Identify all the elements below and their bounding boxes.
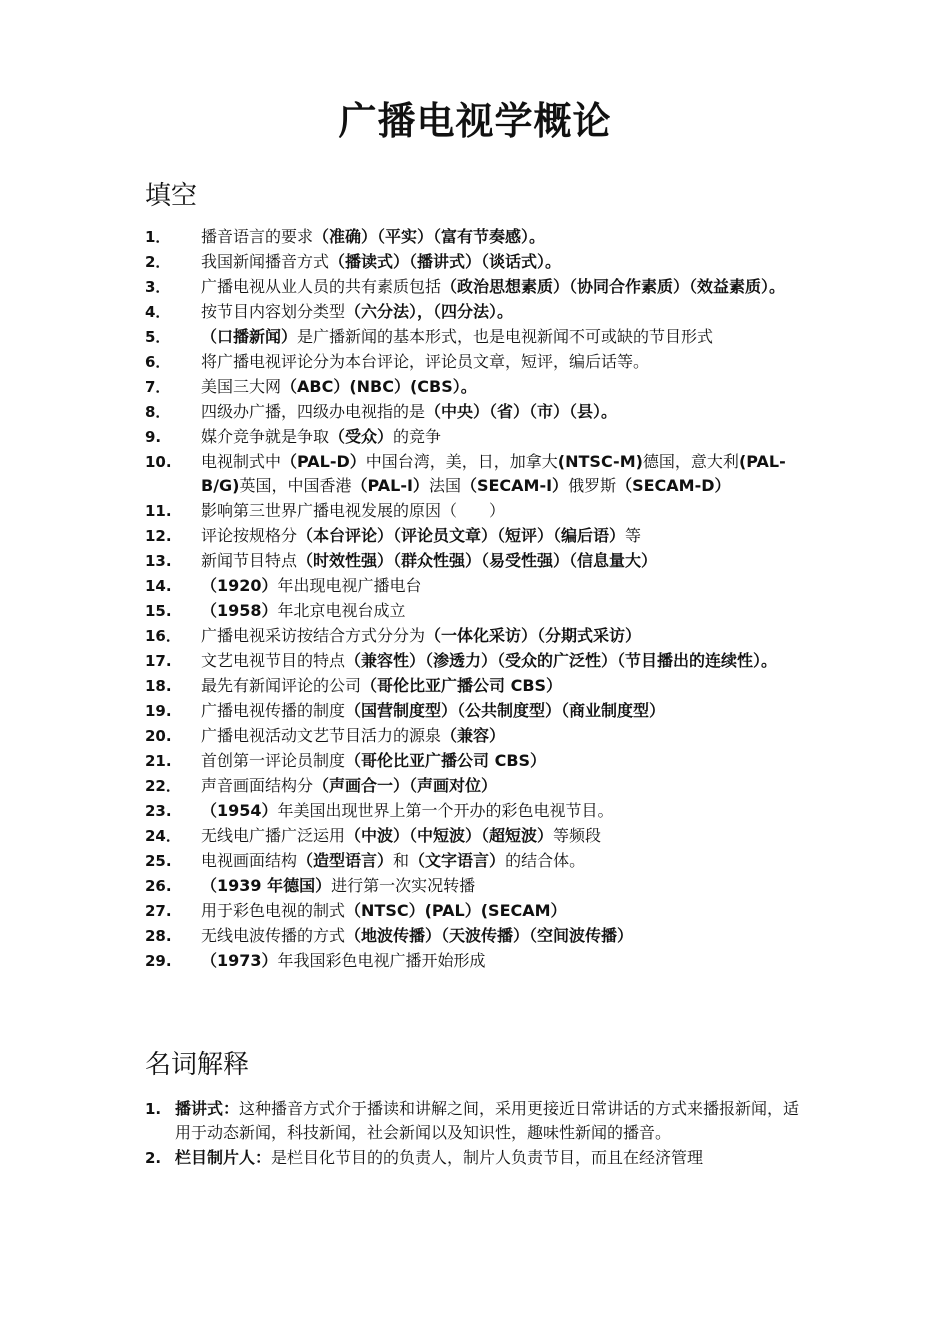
item-text — [201, 674, 810, 698]
list-item — [145, 275, 810, 299]
section-heading-terms: 名词解释 — [145, 1050, 250, 1080]
question-text: 年我国彩色电视广播开始形成 — [277, 951, 486, 970]
list-item — [145, 849, 810, 873]
list-item — [145, 824, 810, 848]
item-text — [201, 824, 810, 848]
list-item — [145, 649, 810, 673]
answer-text: （准确）（平实）（富有节奏感）。 — [313, 227, 546, 246]
question-text: 和 — [393, 851, 410, 870]
list-item — [145, 400, 810, 424]
list-item — [145, 250, 810, 274]
item-number: 23. — [145, 802, 172, 820]
list-item — [145, 300, 810, 324]
item-text — [201, 774, 810, 798]
item-text — [201, 899, 810, 923]
list-item — [145, 674, 810, 698]
item-text — [201, 949, 810, 973]
item-text — [201, 749, 810, 773]
question-text: 德国，意大利 — [642, 452, 739, 471]
answer-text: （兼容） — [441, 726, 506, 745]
question-text: 媒介竞争就是争取 — [201, 427, 330, 446]
answer-text: （1920） — [201, 576, 278, 595]
question-text: 电视制式中 — [201, 452, 282, 471]
answer-text: 栏目制片人： — [175, 1148, 272, 1167]
fill-in-list — [145, 225, 810, 974]
list-item — [145, 899, 810, 923]
terms-list — [145, 1097, 810, 1171]
item-number: 24． — [145, 827, 181, 845]
item-text — [201, 549, 810, 573]
item-text — [201, 649, 810, 673]
item-text — [201, 400, 810, 424]
answer-text: （文字语言） — [409, 851, 506, 870]
list-item — [145, 749, 810, 773]
item-text — [201, 849, 810, 873]
item-number: 17. — [145, 652, 172, 670]
question-text: 年北京电视台成立 — [277, 601, 406, 620]
item-text — [175, 1146, 810, 1170]
item-text — [201, 275, 810, 299]
question-text: 年出现电视广播电台 — [277, 576, 422, 595]
list-item — [145, 799, 810, 823]
list-item — [145, 499, 810, 523]
list-item — [145, 1097, 810, 1145]
item-text — [201, 724, 810, 748]
answer-text: （中波）（中短波）（超短波） — [345, 826, 554, 845]
item-number: 22． — [145, 777, 181, 795]
item-number: 2． — [145, 253, 171, 271]
answer-text: （兼容性）（渗透力）（受众的广泛性）（节目播出的连续性）。 — [345, 651, 778, 670]
list-item — [145, 450, 810, 498]
answer-text: (PAL-B/G) — [201, 452, 786, 495]
answer-text: （1954） — [201, 801, 278, 820]
answer-text: （地波传播）（天波传播）（空间波传播） — [345, 926, 634, 945]
item-number: 14. — [145, 577, 172, 595]
question-text: 电视画面结构 — [201, 851, 298, 870]
question-text: 年美国出现世界上第一个开办的彩色电视节目。 — [277, 801, 614, 820]
list-item — [145, 225, 810, 249]
answer-text: 播讲式： — [175, 1099, 240, 1118]
item-text — [201, 250, 810, 274]
list-item — [145, 524, 810, 548]
answer-text: （PAL-I） — [351, 476, 429, 495]
question-text: 广播电视从业人员的共有素质包括 — [201, 277, 442, 296]
item-number: 25. — [145, 852, 172, 870]
list-item — [145, 599, 810, 623]
question-text: 无线电广播广泛运用 — [201, 826, 346, 845]
answer-text: （1939 年德国） — [201, 876, 332, 895]
item-number: 5． — [145, 328, 171, 346]
item-number: 4． — [145, 303, 171, 321]
list-item — [145, 325, 810, 349]
question-text: 播音语言的要求 — [201, 227, 314, 246]
answer-text: （一体化采访）（分期式采访） — [425, 626, 642, 645]
item-text — [201, 350, 810, 374]
question-text: 我国新闻播音方式 — [201, 252, 330, 271]
item-number: 13. — [145, 552, 172, 570]
item-number: 12. — [145, 527, 172, 545]
answer-text: （SECAM-I） — [460, 476, 569, 495]
question-text: 声音画面结构分 — [201, 776, 314, 795]
question-text: 的结合体。 — [505, 851, 586, 870]
section-heading-fill-in: 填空 — [145, 181, 198, 211]
answer-text: （SECAM-D） — [616, 476, 731, 495]
question-text: 广播电视传播的制度 — [201, 701, 346, 720]
list-item — [145, 1146, 810, 1170]
item-number: 27. — [145, 902, 172, 920]
item-number: 28. — [145, 927, 172, 945]
item-text — [201, 874, 810, 898]
answer-text: （ABC）(NBC）(CBS）。 — [281, 377, 477, 396]
question-text: 美国三大网 — [201, 377, 282, 396]
item-text — [201, 225, 810, 249]
answer-text: （哥伦比亚广播公司 CBS） — [345, 751, 547, 770]
question-text: 是栏目化节目的的负责人，制片人负责节目，而且在经济管理 — [271, 1148, 704, 1167]
question-text: 评论按规格分 — [201, 526, 298, 545]
item-text — [201, 450, 810, 498]
answer-text: （声画合一）（声画对位） — [313, 776, 498, 795]
item-text — [201, 300, 810, 324]
answer-text: （国营制度型）（公共制度型）（商业制度型） — [345, 701, 666, 720]
answer-text: （1973） — [201, 951, 278, 970]
item-number: 16． — [145, 627, 181, 645]
question-text: 按节目内容划分类型 — [201, 302, 346, 321]
answer-text: （造型语言） — [297, 851, 394, 870]
item-number: 10. — [145, 453, 172, 471]
answer-text: （六分法），（四分法）。 — [345, 302, 514, 321]
item-number: 19. — [145, 702, 172, 720]
question-text: 中国台湾，美，日，加拿大 — [365, 452, 558, 471]
item-text — [201, 924, 810, 948]
item-text — [201, 524, 810, 548]
item-number: 8． — [145, 403, 171, 421]
question-text: 广播电视采访按结合方式分分为 — [201, 626, 426, 645]
list-item — [145, 699, 810, 723]
answer-text: （哥伦比亚广播公司 CBS） — [361, 676, 563, 695]
item-text — [201, 375, 810, 399]
item-number: 1． — [145, 228, 171, 246]
question-text: 最先有新闻评论的公司 — [201, 676, 362, 695]
question-text: 进行第一次实况转播 — [331, 876, 476, 895]
list-item — [145, 549, 810, 573]
list-item — [145, 425, 810, 449]
item-number: 29. — [145, 952, 172, 970]
item-text — [201, 599, 810, 623]
list-item — [145, 350, 810, 374]
list-item — [145, 624, 810, 648]
item-number: 2. — [145, 1149, 162, 1167]
question-text: 文艺电视节目的特点 — [201, 651, 346, 670]
item-number: 26. — [145, 877, 172, 895]
list-item — [145, 375, 810, 399]
answer-text: （1958） — [201, 601, 278, 620]
answer-text: （PAL-D） — [281, 452, 366, 471]
item-text — [201, 799, 810, 823]
question-text: 俄罗斯 — [568, 476, 617, 495]
question-text: 等频段 — [553, 826, 602, 845]
question-text: 这种播音方式介于播读和讲解之间，采用更接近日常讲话的方式来播报新闻，适用于动态新闻，科技新闻，社会新闻以及知识性，趣味性新闻的播音。 — [175, 1099, 800, 1142]
answer-text: （口播新闻） — [201, 327, 298, 346]
question-text: 无线电波传播的方式 — [201, 926, 346, 945]
item-text — [201, 574, 810, 598]
item-text — [201, 624, 810, 648]
item-text — [201, 699, 810, 723]
item-number: 6． — [145, 353, 171, 371]
item-text — [201, 499, 810, 523]
answer-text: （本台评论）（评论员文章）（短评）（编后语） — [297, 526, 626, 545]
answer-text: (NTSC-M) — [557, 452, 643, 471]
list-item — [145, 949, 810, 973]
item-number: 18. — [145, 677, 172, 695]
answer-text: （受众） — [329, 427, 394, 446]
answer-text: （NTSC）(PAL）(SECAM） — [345, 901, 567, 920]
item-number: 1. — [145, 1100, 162, 1118]
answer-text: （播读式）（播讲式）（谈话式）。 — [329, 252, 562, 271]
page-title: 广播电视学概论 — [338, 99, 612, 143]
question-text: 广播电视活动文艺节目活力的源泉 — [201, 726, 442, 745]
list-item — [145, 924, 810, 948]
question-text: 影响第三世界广播电视发展的原因（ ） — [201, 501, 506, 520]
question-text: 是广播新闻的基本形式，也是电视新闻不可或缺的节目形式 — [297, 327, 714, 346]
question-text: 用于彩色电视的制式 — [201, 901, 346, 920]
item-number: 20. — [145, 727, 172, 745]
question-text: 新闻节目特点 — [201, 551, 298, 570]
list-item — [145, 724, 810, 748]
question-text: 等 — [625, 526, 642, 545]
answer-text: （时效性强）（群众性强）（易受性强）（信息量大） — [297, 551, 658, 570]
item-number: 15. — [145, 602, 172, 620]
question-text: 法国 — [428, 476, 461, 495]
item-number: 3． — [145, 278, 171, 296]
list-item — [145, 874, 810, 898]
question-text: 将广播电视评论分为本台评论，评论员文章，短评，编后话等。 — [201, 352, 650, 371]
item-number: 21. — [145, 752, 172, 770]
question-text: 首创第一评论员制度 — [201, 751, 346, 770]
item-text — [175, 1097, 810, 1145]
list-item — [145, 574, 810, 598]
list-item — [145, 774, 810, 798]
item-text — [201, 425, 810, 449]
item-number: 9. — [145, 428, 162, 446]
item-number: 7． — [145, 378, 171, 396]
question-text: 四级办广播，四级办电视指的是 — [201, 402, 426, 421]
question-text: 的竞争 — [393, 427, 442, 446]
item-text — [201, 325, 810, 349]
answer-text: （中央）（省）（市）（县）。 — [425, 402, 618, 421]
question-text: 英国，中国香港 — [239, 476, 352, 495]
item-number: 11. — [145, 502, 172, 520]
answer-text: （政治思想素质）（协同合作素质）（效益素质）。 — [441, 277, 786, 296]
